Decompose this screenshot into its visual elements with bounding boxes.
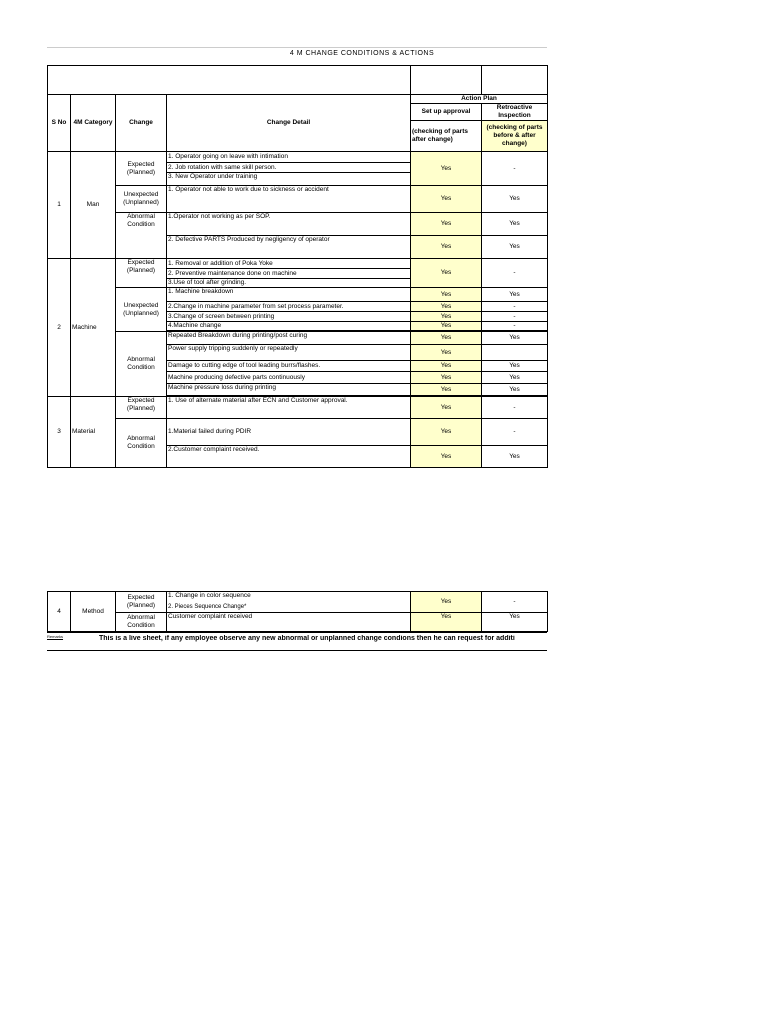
change-detail: Customer complaint received [167, 613, 411, 632]
setup-value: Yes [411, 259, 482, 288]
change-detail: Power supply tripping suddenly or repeatedly [167, 345, 411, 361]
change-detail: 1.Material failed during PDIR [167, 419, 411, 446]
header-action-plan: Action Plan [411, 95, 548, 104]
retro-value: - [482, 419, 548, 446]
retro-value: - [482, 322, 548, 331]
row-category: Man [71, 152, 116, 259]
remarks-text: This is a live sheet, if any employee observe any new abnormal or unplanned change condions then he can request for additi [99, 635, 515, 642]
change-detail: 2. Job rotation with same skill person. [167, 163, 411, 173]
remarks-row [47, 632, 547, 651]
setup-value: Yes [411, 186, 482, 213]
setup-value: Yes [411, 419, 482, 446]
setup-value: Yes [411, 302, 482, 312]
retro-value: - [482, 592, 548, 613]
setup-value: Yes [411, 236, 482, 259]
change-detail: 1. Operator going on leave with intimation [167, 152, 411, 163]
header-setup-approval: Set up approval [411, 104, 482, 121]
retro-value [482, 345, 548, 361]
change-detail: 2. Defective PARTS Produced by negligency of operator [167, 236, 411, 259]
header-change: Change [116, 95, 167, 152]
row-no: 1 [48, 152, 71, 259]
row-category: Material [71, 397, 116, 468]
change-detail: 1. Operator not able to work due to sickness or accident [167, 186, 411, 213]
change-conditions-table [47, 65, 548, 468]
retro-value: - [482, 302, 548, 312]
retro-value: Yes [482, 213, 548, 236]
header-category: 4M Category [71, 95, 116, 152]
retro-value: - [482, 312, 548, 322]
setup-value: Yes [411, 213, 482, 236]
setup-value: Yes [411, 152, 482, 186]
header-retroactive: Retroactive Inspection [482, 104, 548, 121]
blank-header-cell [48, 66, 411, 95]
blank-header-cell [411, 66, 482, 95]
retro-value: - [482, 259, 548, 288]
setup-value: Yes [411, 613, 482, 632]
change-detail: 1. Removal or addition of Poka Yoke [167, 259, 411, 269]
change-type: Unexpected (Unplanned) [116, 288, 167, 332]
change-type: Abnormal Condition [116, 613, 167, 632]
retro-value: Yes [482, 332, 548, 345]
change-type: Abnormal Condition [116, 419, 167, 468]
method-table [47, 591, 548, 632]
title-bar [47, 47, 547, 61]
change-type: Expected (Planned) [116, 152, 167, 186]
retro-value: Yes [482, 446, 548, 468]
change-detail: Repeated Breakdown during printing/post curing [167, 332, 411, 345]
change-detail: 3.Use of tool after grinding. [167, 279, 411, 288]
change-type: Abnormal Condition [116, 213, 167, 259]
change-detail: 2.Change in machine parameter from set process parameter. [167, 302, 411, 312]
retro-value: - [482, 152, 548, 186]
change-detail: Machine producing defective parts continuously [167, 372, 411, 384]
change-detail: 3.Change of screen between printing [167, 312, 411, 322]
change-detail: 3. New Operator under training [167, 173, 411, 186]
retro-value: Yes [482, 372, 548, 384]
page-title: 4 M CHANGE CONDITIONS & ACTIONS [47, 47, 547, 61]
retro-value: Yes [482, 288, 548, 302]
change-detail: Machine pressure loss during printing [167, 384, 411, 396]
retro-value: Yes [482, 361, 548, 372]
change-detail-line: 1. Change in color sequence [168, 592, 251, 599]
change-detail: 2. Preventive maintenance done on machine [167, 269, 411, 279]
setup-value: Yes [411, 322, 482, 331]
change-detail: 2.Customer complaint received. [167, 446, 411, 468]
remarks-label: Remarks [47, 634, 64, 639]
setup-value: Yes [411, 288, 482, 302]
row-no: 2 [48, 259, 71, 397]
header-setup-sub: (checking of parts after change) [411, 121, 482, 152]
row-no: 3 [48, 397, 71, 468]
change-detail: 1. Use of alternate material after ECN and Customer approval. [167, 397, 411, 419]
change-type: Unexpected (Unplanned) [116, 186, 167, 213]
change-detail [167, 592, 411, 613]
setup-value: Yes [411, 592, 482, 613]
change-type: Expected (Planned) [116, 592, 167, 613]
retro-value: - [482, 397, 548, 419]
setup-value: Yes [411, 345, 482, 361]
row-no: 4 [48, 592, 71, 632]
change-detail: Damage to cutting edge of tool leading burrs/flashes. [167, 361, 411, 372]
header-retro-sub: (checking of parts before & after change) [482, 121, 548, 152]
change-type: Expected (Planned) [116, 259, 167, 288]
setup-value: Yes [411, 384, 482, 396]
change-detail: 4.Machine change [167, 322, 411, 331]
setup-value: Yes [411, 372, 482, 384]
row-category: Machine [71, 259, 116, 397]
setup-value: Yes [411, 397, 482, 419]
change-detail: 1. Machine breakdown [167, 288, 411, 302]
retro-value: Yes [482, 236, 548, 259]
change-type: Abnormal Condition [116, 332, 167, 397]
change-detail-line: 2. Pieces Sequence Change* [168, 604, 247, 610]
row-category: Method [71, 592, 116, 632]
setup-value: Yes [411, 312, 482, 322]
setup-value: Yes [411, 361, 482, 372]
setup-value: Yes [411, 446, 482, 468]
retro-value: Yes [482, 613, 548, 632]
setup-value: Yes [411, 332, 482, 345]
change-detail: 1.Operator not working as per SOP. [167, 213, 411, 236]
change-type: Expected (Planned) [116, 397, 167, 419]
header-change-detail: Change Detail [167, 95, 411, 152]
retro-value: Yes [482, 384, 548, 396]
blank-header-cell [482, 66, 548, 95]
header-s-no: S No [48, 95, 71, 152]
retro-value: Yes [482, 186, 548, 213]
